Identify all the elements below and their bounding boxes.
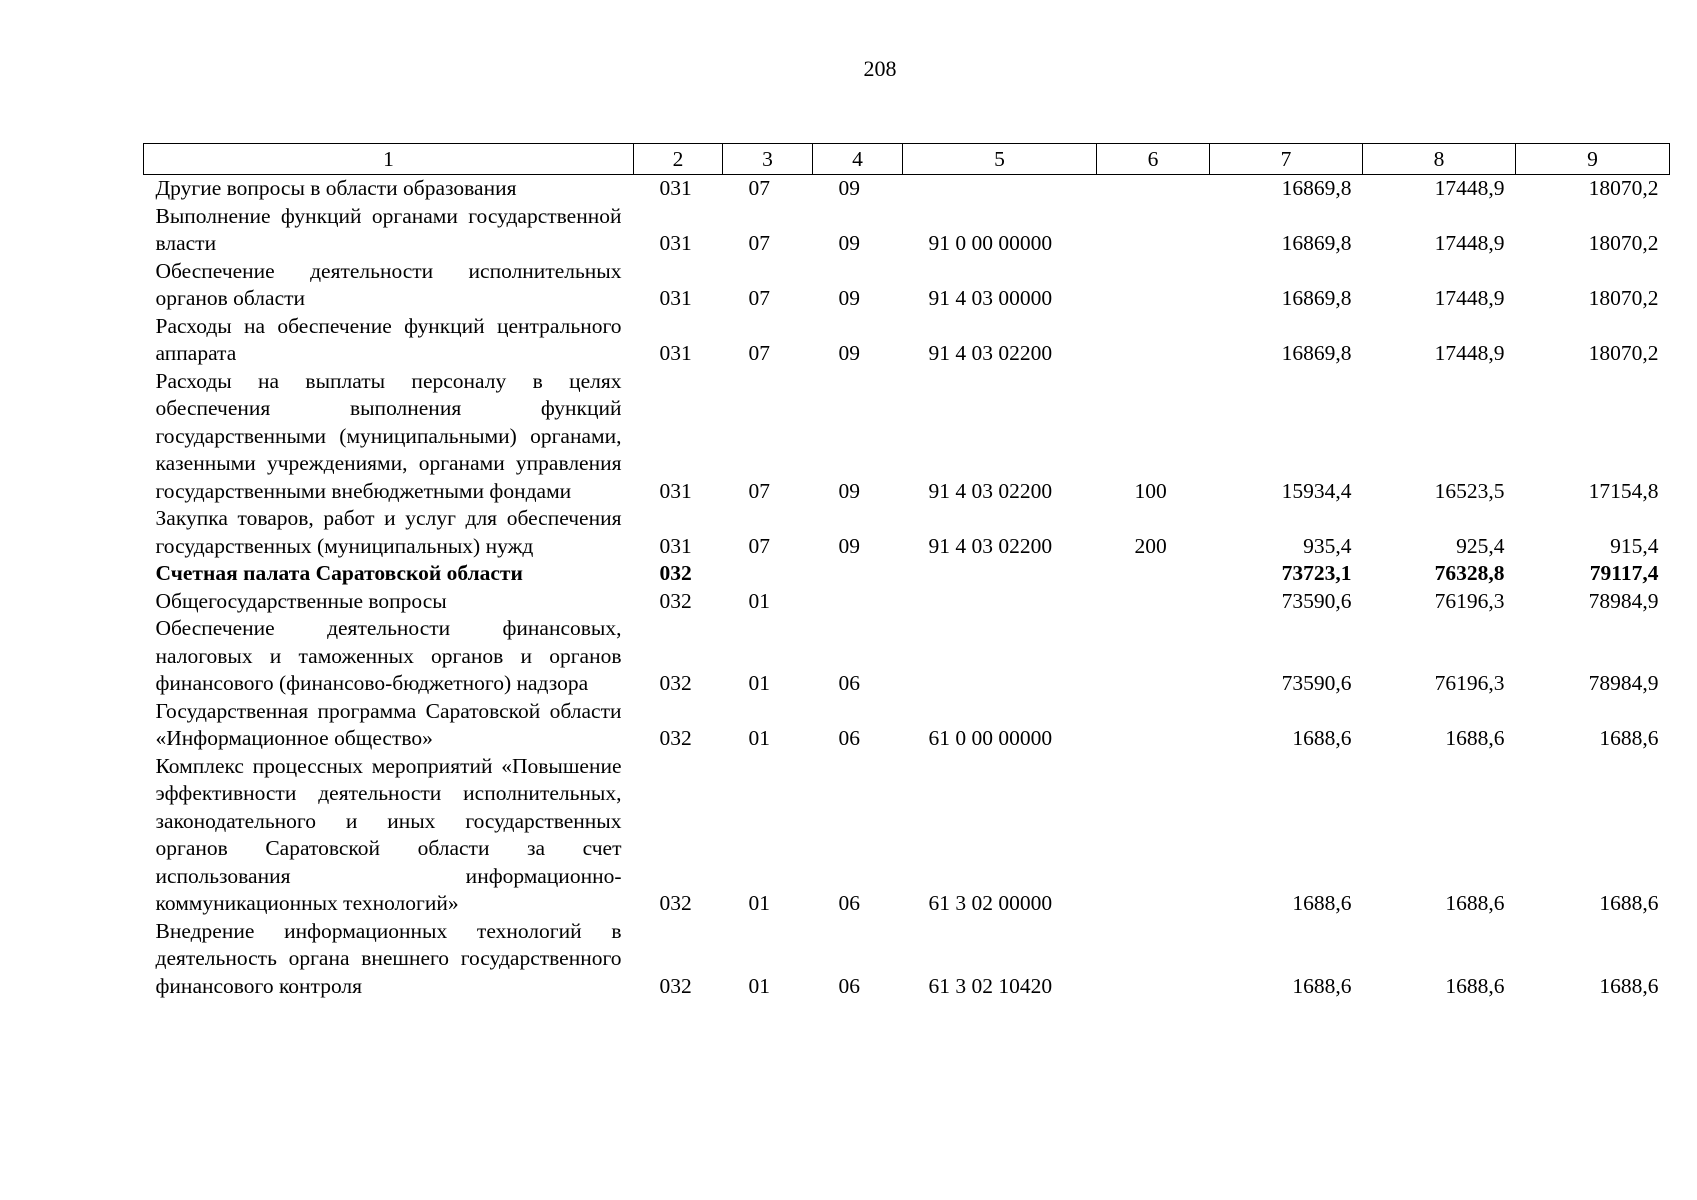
row-amount-col9: 1688,6 bbox=[1599, 973, 1659, 998]
row-section-code: 07 bbox=[748, 231, 770, 255]
row-section-code: 07 bbox=[748, 478, 770, 503]
row-target-article: 61 3 02 00000 bbox=[928, 891, 1053, 915]
row-subsection-code: 06 bbox=[838, 671, 860, 695]
row-subsection-code: 09 bbox=[838, 176, 860, 200]
row-amount-col7: 1688,6 bbox=[1292, 891, 1352, 915]
row-ministry-code: 031 bbox=[659, 286, 692, 310]
row-section-code: 07 bbox=[748, 341, 770, 365]
table-header bbox=[144, 144, 1670, 175]
row-ministry-code: 032 bbox=[659, 561, 692, 585]
header-col-1: 1 bbox=[144, 144, 634, 175]
row-amount-col8: 1688,6 bbox=[1445, 891, 1505, 915]
row-name: Общегосударственные вопросы bbox=[155, 588, 447, 613]
row-ministry-code: 031 bbox=[659, 341, 692, 365]
table-row bbox=[144, 698, 1670, 753]
row-target-article: 61 3 02 10420 bbox=[928, 973, 1053, 998]
row-section-code: 07 bbox=[748, 176, 770, 200]
header-col-5: 5 bbox=[903, 144, 1097, 175]
row-amount-col7: 16869,8 bbox=[1281, 341, 1352, 365]
table-row bbox=[144, 368, 1670, 506]
row-name: Расходы на выплаты персоналу в целях обеспечения выполнения функций государственными (муниципальными) органами, казенными учреждениями, органами управления государственными внебюджетными фондами bbox=[155, 368, 622, 503]
row-amount-col9: 18070,2 bbox=[1588, 231, 1659, 255]
row-name: Счетная палата Саратовской области bbox=[155, 561, 523, 585]
table-body bbox=[144, 175, 1670, 1001]
row-target-article: 61 0 00 00000 bbox=[928, 726, 1053, 750]
table-row bbox=[144, 203, 1670, 258]
row-ministry-code: 031 bbox=[659, 533, 692, 558]
row-target-article bbox=[903, 175, 1097, 203]
row-amount-col8: 17448,9 bbox=[1434, 341, 1505, 365]
table-row bbox=[144, 505, 1670, 560]
row-subsection-code bbox=[813, 588, 903, 616]
row-expense-type bbox=[1097, 175, 1210, 203]
table-row bbox=[144, 175, 1670, 203]
row-section-code: 01 bbox=[748, 973, 770, 998]
row-amount-col9: 1688,6 bbox=[1599, 891, 1659, 915]
table-row bbox=[144, 560, 1670, 588]
row-subsection-code: 09 bbox=[838, 231, 860, 255]
row-target-article: 91 0 00 00000 bbox=[928, 231, 1053, 255]
row-amount-col8: 925,4 bbox=[1456, 533, 1505, 558]
row-subsection-code bbox=[813, 560, 903, 588]
row-expense-type: 100 bbox=[1134, 478, 1167, 503]
row-expense-type bbox=[1097, 698, 1210, 753]
row-section-code: 01 bbox=[748, 726, 770, 750]
row-expense-type bbox=[1097, 615, 1210, 698]
header-col-4: 4 bbox=[813, 144, 903, 175]
row-section-code: 07 bbox=[748, 533, 770, 558]
row-name: Внедрение информационных технологий в деятельность органа внешнего государственного финансового контроля bbox=[155, 918, 622, 998]
row-expense-type bbox=[1097, 918, 1210, 1001]
row-amount-col7: 73590,6 bbox=[1281, 588, 1352, 613]
header-col-3: 3 bbox=[723, 144, 813, 175]
row-expense-type bbox=[1097, 313, 1210, 368]
row-section-code bbox=[723, 560, 813, 588]
row-expense-type bbox=[1097, 258, 1210, 313]
row-target-article: 91 4 03 02200 bbox=[928, 341, 1053, 365]
row-amount-col7: 16869,8 bbox=[1281, 176, 1352, 200]
row-amount-col8: 1688,6 bbox=[1445, 726, 1505, 750]
row-expense-type: 200 bbox=[1134, 533, 1167, 558]
row-amount-col7: 935,4 bbox=[1303, 533, 1352, 558]
header-col-6: 6 bbox=[1097, 144, 1210, 175]
row-section-code: 01 bbox=[748, 588, 770, 613]
row-subsection-code: 06 bbox=[838, 891, 860, 915]
row-amount-col8: 16523,5 bbox=[1434, 478, 1505, 503]
row-amount-col8: 76196,3 bbox=[1434, 588, 1505, 613]
row-subsection-code: 09 bbox=[838, 478, 860, 503]
row-subsection-code: 06 bbox=[838, 726, 860, 750]
row-target-article: 91 4 03 02200 bbox=[928, 478, 1053, 503]
header-col-7: 7 bbox=[1210, 144, 1363, 175]
header-col-2: 2 bbox=[634, 144, 723, 175]
row-expense-type bbox=[1097, 203, 1210, 258]
row-target-article bbox=[903, 615, 1097, 698]
row-amount-col9: 78984,9 bbox=[1588, 588, 1659, 613]
header-col-8: 8 bbox=[1363, 144, 1516, 175]
row-ministry-code: 031 bbox=[659, 231, 692, 255]
row-amount-col9: 78984,9 bbox=[1588, 671, 1659, 695]
table-row bbox=[144, 313, 1670, 368]
row-subsection-code: 09 bbox=[838, 533, 860, 558]
row-amount-col7: 1688,6 bbox=[1292, 726, 1352, 750]
budget-table bbox=[143, 143, 1670, 1000]
table-row bbox=[144, 918, 1670, 1001]
row-amount-col8: 76328,8 bbox=[1434, 561, 1505, 585]
row-subsection-code: 09 bbox=[838, 341, 860, 365]
row-amount-col7: 15934,4 bbox=[1281, 478, 1352, 503]
header-col-9: 9 bbox=[1516, 144, 1670, 175]
row-amount-col8: 17448,9 bbox=[1434, 176, 1505, 200]
row-amount-col8: 17448,9 bbox=[1434, 231, 1505, 255]
row-target-article: 91 4 03 00000 bbox=[928, 286, 1053, 310]
row-name: Комплекс процессных мероприятий «Повышение эффективности деятельности исполнительных, законодательного и иных государственных органов Саратовской области за счет использования информационно-коммуникационных технологий» bbox=[155, 753, 622, 915]
row-amount-col9: 18070,2 bbox=[1588, 176, 1659, 200]
page-number: 208 bbox=[863, 56, 897, 81]
row-amount-col8: 1688,6 bbox=[1445, 973, 1505, 998]
row-amount-col7: 16869,8 bbox=[1281, 231, 1352, 255]
row-subsection-code: 06 bbox=[838, 973, 860, 998]
table-row bbox=[144, 588, 1670, 616]
row-name: Государственная программа Саратовской области «Информационное общество» bbox=[155, 698, 622, 750]
row-amount-col8: 17448,9 bbox=[1434, 286, 1505, 310]
row-amount-col7: 16869,8 bbox=[1281, 286, 1352, 310]
row-amount-col9: 1688,6 bbox=[1599, 726, 1659, 750]
row-expense-type bbox=[1097, 560, 1210, 588]
row-amount-col7: 1688,6 bbox=[1292, 973, 1352, 998]
row-amount-col8: 76196,3 bbox=[1434, 671, 1505, 695]
row-section-code: 01 bbox=[748, 671, 770, 695]
header-row bbox=[144, 144, 1670, 175]
row-ministry-code: 031 bbox=[659, 478, 692, 503]
table-row bbox=[144, 258, 1670, 313]
row-name: Обеспечение деятельности исполнительных органов области bbox=[155, 258, 622, 310]
row-ministry-code: 032 bbox=[659, 891, 692, 915]
row-subsection-code: 09 bbox=[838, 286, 860, 310]
row-name: Выполнение функций органами государственной власти bbox=[155, 203, 622, 255]
row-amount-col9: 79117,4 bbox=[1589, 561, 1659, 585]
row-name: Обеспечение деятельности финансовых, налоговых и таможенных органов и органов финансового (финансово-бюджетного) надзора bbox=[155, 616, 622, 695]
row-target-article bbox=[903, 560, 1097, 588]
row-ministry-code: 032 bbox=[659, 973, 692, 998]
row-amount-col9: 18070,2 bbox=[1588, 286, 1659, 310]
table-row bbox=[144, 753, 1670, 918]
row-amount-col9: 915,4 bbox=[1610, 533, 1659, 558]
row-expense-type bbox=[1097, 753, 1210, 918]
row-name: Другие вопросы в области образования bbox=[155, 176, 517, 200]
row-amount-col7: 73590,6 bbox=[1281, 671, 1352, 695]
row-expense-type bbox=[1097, 588, 1210, 616]
row-name: Расходы на обеспечение функций центрального аппарата bbox=[155, 313, 622, 365]
row-section-code: 07 bbox=[748, 286, 770, 310]
row-name: Закупка товаров, работ и услуг для обеспечения государственных (муниципальных) нужд bbox=[155, 506, 622, 558]
row-target-article bbox=[903, 588, 1097, 616]
row-amount-col9: 18070,2 bbox=[1588, 341, 1659, 365]
row-amount-col9: 17154,8 bbox=[1588, 478, 1659, 503]
row-ministry-code: 032 bbox=[659, 671, 692, 695]
table-row bbox=[144, 615, 1670, 698]
row-ministry-code: 031 bbox=[659, 176, 692, 200]
row-ministry-code: 032 bbox=[659, 726, 692, 750]
row-amount-col7: 73723,1 bbox=[1281, 561, 1352, 585]
row-section-code: 01 bbox=[748, 891, 770, 915]
row-ministry-code: 032 bbox=[659, 588, 692, 613]
row-target-article: 91 4 03 02200 bbox=[928, 533, 1053, 558]
